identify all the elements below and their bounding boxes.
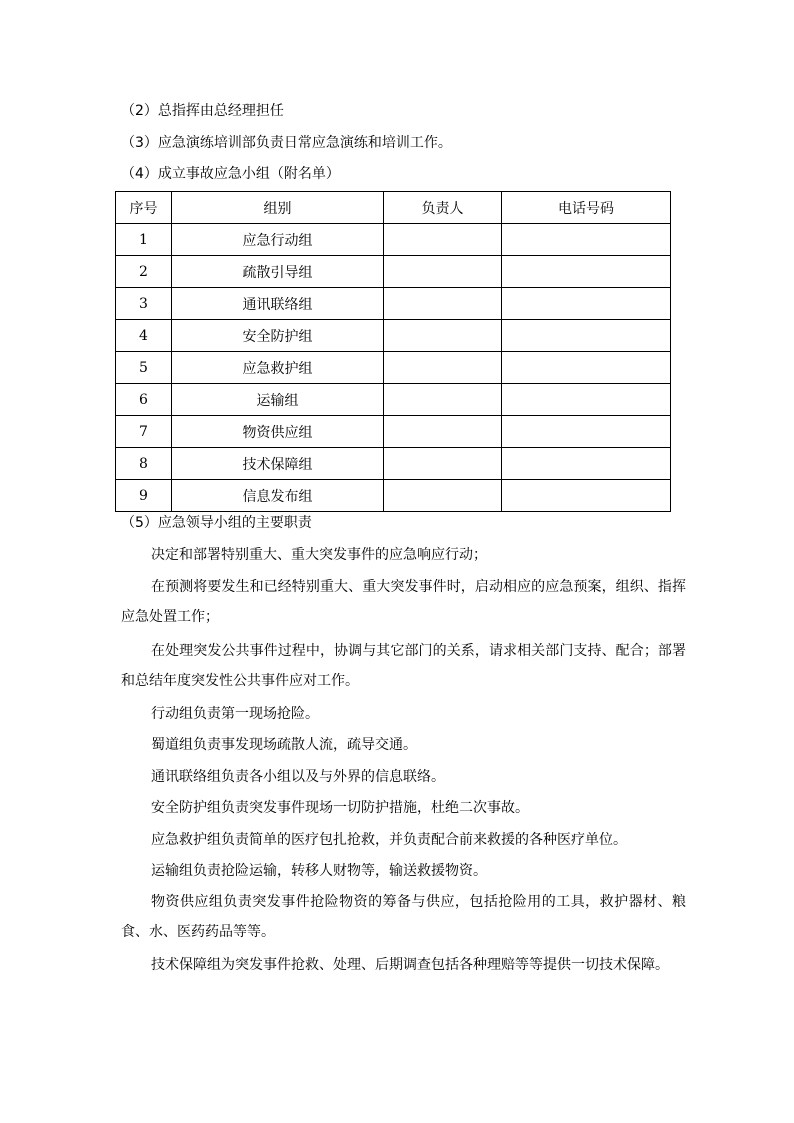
duty-paragraph: 应急救护组负责简单的医疗包扎抢救，并负责配合前来救援的各种医疗单位。 — [151, 832, 627, 848]
row-leader — [384, 256, 502, 288]
row-number: 1 — [116, 224, 172, 256]
row-group: 技术保障组 — [172, 448, 384, 480]
row-group: 应急行动组 — [172, 224, 384, 256]
table-row — [116, 224, 671, 256]
duty-paragraph: 行动组负责第一现场抢险。 — [151, 706, 319, 722]
item-2-text: （2）总指挥由总经理担任 — [121, 103, 284, 119]
table-row — [116, 384, 671, 416]
table-row — [116, 256, 671, 288]
duty-paragraph: 安全防护组负责突发事件现场一切防护措施，杜绝二次事故。 — [151, 800, 529, 816]
row-phone — [502, 416, 671, 448]
duty-paragraph: 在预测将要发生和已经特别重大、重大突发事件时，启动相应的应急预案，组织、指挥应急处置工作； — [121, 579, 686, 625]
duty-paragraph: 通讯联络组负责各小组以及与外界的信息联络。 — [151, 769, 445, 785]
row-phone — [502, 480, 671, 512]
table-row — [116, 448, 671, 480]
row-group: 物资供应组 — [172, 416, 384, 448]
item-4-text: （4）成立事故应急小组（附名单） — [121, 166, 340, 182]
header-group: 组别 — [172, 192, 384, 224]
row-phone — [502, 256, 671, 288]
row-leader — [384, 384, 502, 416]
emergency-groups-table — [115, 191, 671, 512]
duty-paragraph: 物资供应组负责突发事件抢险物资的筹备与供应，包括抢险用的工具，救护器材、粮食、水、医药药品等等。 — [121, 894, 686, 940]
row-group: 疏散引导组 — [172, 256, 384, 288]
row-leader — [384, 448, 502, 480]
row-leader — [384, 416, 502, 448]
row-number: 8 — [116, 448, 172, 480]
row-phone — [502, 448, 671, 480]
duty-paragraph: 决定和部署特别重大、重大突发事件的应急响应行动； — [151, 547, 487, 563]
row-number: 6 — [116, 384, 172, 416]
row-leader — [384, 480, 502, 512]
row-group: 信息发布组 — [172, 480, 384, 512]
section-5-heading: （5）应急领导小组的主要职责 — [121, 515, 312, 531]
duty-paragraph: 蜀道组负责事发现场疏散人流，疏导交通。 — [151, 737, 417, 753]
header-leader: 负责人 — [384, 192, 502, 224]
row-phone — [502, 224, 671, 256]
row-group: 运输组 — [172, 384, 384, 416]
row-number: 2 — [116, 256, 172, 288]
duty-paragraph: 在处理突发公共事件过程中，协调与其它部门的关系，请求相关部门支持、配合；部署和总结年度突发性公共事件应对工作。 — [121, 643, 686, 689]
row-number: 5 — [116, 352, 172, 384]
row-phone — [502, 384, 671, 416]
table-row — [116, 416, 671, 448]
table-row — [116, 352, 671, 384]
table-row — [116, 320, 671, 352]
header-serial-number: 序号 — [116, 192, 172, 224]
row-group: 通讯联络组 — [172, 288, 384, 320]
row-leader — [384, 320, 502, 352]
row-group: 安全防护组 — [172, 320, 384, 352]
duty-paragraph: 技术保障组为突发事件抢救、处理、后期调查包括各种理赔等等提供一切技术保障。 — [151, 957, 669, 973]
duty-paragraph: 运输组负责抢险运输，转移人财物等，输送救援物资。 — [151, 863, 487, 879]
table-header-row — [116, 192, 671, 224]
table-row — [116, 288, 671, 320]
row-group: 应急救护组 — [172, 352, 384, 384]
row-phone — [502, 352, 671, 384]
row-number: 3 — [116, 288, 172, 320]
table-row — [116, 480, 671, 512]
row-leader — [384, 288, 502, 320]
row-number: 7 — [116, 416, 172, 448]
row-leader — [384, 224, 502, 256]
row-phone — [502, 288, 671, 320]
header-phone: 电话号码 — [502, 192, 671, 224]
row-phone — [502, 320, 671, 352]
row-number: 9 — [116, 480, 172, 512]
row-number: 4 — [116, 320, 172, 352]
row-leader — [384, 352, 502, 384]
item-3-text: （3）应急演练培训部负责日常应急演练和培训工作。 — [121, 135, 452, 151]
